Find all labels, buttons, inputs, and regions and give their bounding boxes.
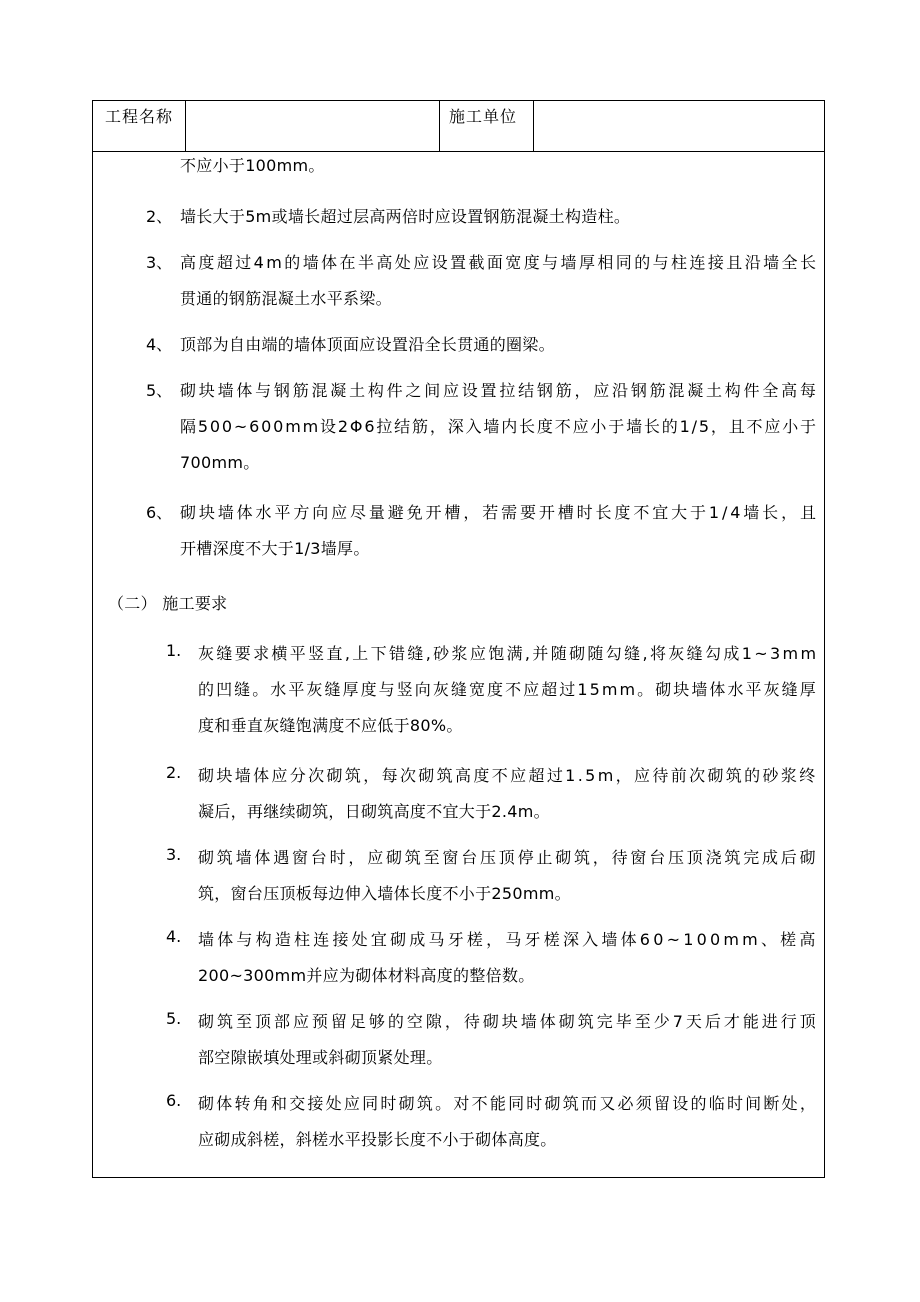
paragraph-line: 砌块墙体水平方向应尽量避免开槽，若需要开槽时长度不宜大于1/4墙长，且 (180, 503, 819, 522)
divider (185, 101, 186, 151)
paragraph-line: 高度超过4m的墙体在半高处应设置截面宽度与墙厚相同的与柱连接且沿墙全长 (180, 253, 819, 272)
divider (533, 101, 534, 151)
paragraph-line: 应砌成斜槎，斜槎水平投影长度不小于砌体高度。 (198, 1130, 557, 1149)
paragraph-line: 灰缝要求横平竖直,上下错缝,砂浆应饱满,并随砌随勾缝,将灰缝勾成1~3mm (198, 644, 819, 663)
item-number: 4、 (146, 335, 173, 354)
paragraph-line: 顶部为自由端的墙体顶面应设置沿全长贯通的圈梁。 (180, 335, 555, 354)
item-number: 2、 (146, 207, 173, 226)
item-number: 6. (166, 1091, 182, 1110)
item-number: 5、 (146, 381, 173, 400)
paragraph-line: 隔500~600mm设2Φ6拉结筋，深入墙内长度不应小于墙长的1/5，且不应小于 (180, 417, 818, 436)
project-name-label: 工程名称 (105, 107, 174, 126)
item-number: 3. (166, 845, 182, 864)
paragraph-line: 墙体与构造柱连接处宜砌成马牙槎，马牙槎深入墙体60~100mm、槎高 (198, 930, 819, 949)
paragraph-line: 墙长大于5m或墙长超过层高两倍时应设置钢筋混凝土构造柱。 (180, 207, 631, 226)
paragraph-line: 度和垂直灰缝饱满度不应低于80%。 (198, 716, 463, 735)
contractor-label: 施工单位 (449, 107, 518, 126)
paragraph-line: 不应小于100mm。 (180, 156, 325, 175)
paragraph-line: 凝后，再继续砌筑，日砌筑高度不宜大于2.4m。 (198, 802, 550, 821)
paragraph-line: 200~300mm并应为砌体材料高度的整倍数。 (198, 966, 535, 985)
paragraph-line: 砌筑墙体遇窗台时，应砌筑至窗台压顶停止砌筑，待窗台压顶浇筑完成后砌 (198, 848, 819, 867)
paragraph-line: 砌块墙体应分次砌筑，每次砌筑高度不应超过1.5m，应待前次砌筑的砂浆终 (198, 766, 818, 785)
item-number: 2. (166, 763, 182, 782)
paragraph-line: 砌体转角和交接处应同时砌筑。对不能同时砌筑而又必须留设的临时间断处， (198, 1094, 819, 1113)
paragraph-line: 部空隙嵌填处理或斜砌顶紧处理。 (198, 1048, 443, 1067)
item-number: 6、 (146, 503, 173, 522)
header-row (93, 101, 824, 152)
section-title: （二） 施工要求 (108, 594, 228, 613)
paragraph-line: 700mm。 (180, 453, 260, 472)
document-table (92, 100, 825, 1178)
paragraph-line: 砌筑至顶部应预留足够的空隙，待砌块墙体砌筑完毕至少7天后才能进行顶 (198, 1012, 819, 1031)
item-number: 3、 (146, 253, 173, 272)
paragraph-line: 贯通的钢筋混凝土水平系梁。 (180, 289, 392, 308)
paragraph-line: 筑，窗台压顶板每边伸入墙体长度不小于250mm。 (198, 884, 571, 903)
paragraph-line: 开槽深度不大于1/3墙厚。 (180, 539, 370, 558)
paragraph-line: 砌块墙体与钢筋混凝土构件之间应设置拉结钢筋，应沿钢筋混凝土构件全高每 (180, 381, 819, 400)
paragraph-line: 的凹缝。水平灰缝厚度与竖向灰缝宽度不应超过15mm。砌块墙体水平灰缝厚 (198, 680, 818, 699)
divider (439, 101, 440, 151)
item-number: 4. (166, 927, 182, 946)
item-number: 5. (166, 1009, 182, 1028)
item-number: 1. (166, 641, 182, 660)
